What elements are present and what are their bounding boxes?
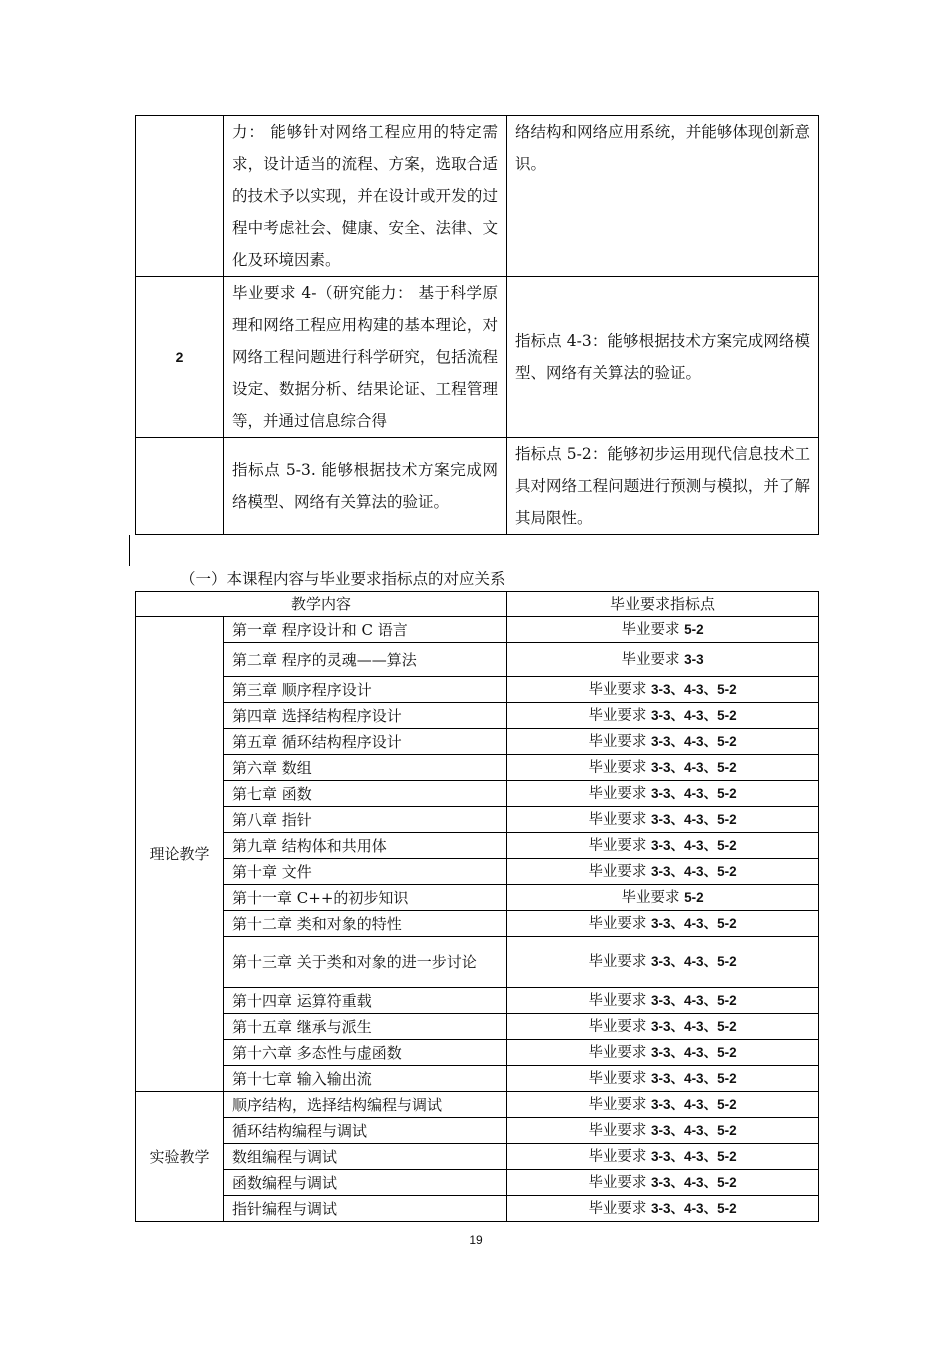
table-row [136, 859, 819, 885]
indicator-codes: 3-3、4-3、5-2 [651, 1200, 737, 1216]
mapping-table-body [136, 592, 819, 1222]
indicator-cell [507, 755, 819, 781]
indicator-cell [507, 781, 819, 807]
table-row [136, 703, 819, 729]
theory-category-label: 理论教学 [136, 617, 224, 1092]
table-row [136, 1040, 819, 1066]
indicator-cell [507, 1196, 819, 1222]
indicator-codes: 3-3、4-3、5-2 [651, 837, 737, 853]
indicator-cell [507, 807, 819, 833]
indicator-codes: 3-3、4-3、5-2 [651, 785, 737, 801]
indicator-prefix: 毕业要求 [588, 992, 652, 1009]
indicator-prefix: 毕业要求 [588, 733, 652, 750]
indicator-codes: 3-3、4-3、5-2 [651, 1018, 737, 1034]
indicator-cell [507, 937, 819, 988]
indicator-codes: 5-2 [684, 621, 704, 637]
content-cell: 第八章 指针 [224, 807, 507, 833]
table-row [136, 988, 819, 1014]
indicator-cell [507, 1170, 819, 1196]
indicator-prefix: 毕业要求 [588, 1096, 652, 1113]
indicator-prefix: 毕业要求 [588, 837, 652, 854]
mapping-table [135, 591, 819, 1222]
indicator-cell [507, 1040, 819, 1066]
content-cell: 第九章 结构体和共用体 [224, 833, 507, 859]
indicator-codes: 3-3 [684, 651, 704, 667]
indicator-cell: 络结构和网络应用系统，并能够体现创新意识。 [507, 116, 819, 277]
indicator-codes: 3-3、4-3、5-2 [651, 733, 737, 749]
table-row [136, 833, 819, 859]
requirement-cell: 毕业要求 4-（研究能力： 基于科学原理和网络工程应用构建的基本理论，对网络工程问题进行科学研究，包括流程设定、数据分析、结果论证、工程管理等，并通过信息综合得 [224, 277, 507, 438]
table-row [136, 617, 819, 643]
indicator-cell: 指标点 5-2：能够初步运用现代信息技术工具对网络工程问题进行预测与模拟，并了解其局限性。 [507, 438, 819, 535]
indicator-codes: 3-3、4-3、5-2 [651, 992, 737, 1008]
indicator-cell [507, 703, 819, 729]
indicator-cell [507, 617, 819, 643]
indicator-codes: 3-3、4-3、5-2 [651, 1096, 737, 1112]
indicator-prefix: 毕业要求 [588, 954, 652, 970]
section-heading: （一）本课程内容与毕业要求指标点的对应关系 [180, 570, 506, 588]
indicator-cell: 指标点 4-3：能够根据技术方案完成网络模型、网络有关算法的验证。 [507, 277, 819, 438]
indicator-prefix: 毕业要求 [588, 1018, 652, 1035]
indicator-codes: 3-3、4-3、5-2 [651, 759, 737, 775]
indicator-cell [507, 677, 819, 703]
table-row [136, 116, 819, 277]
header-row [136, 592, 819, 617]
indicator-cell [507, 1092, 819, 1118]
content-cell: 第四章 选择结构程序设计 [224, 703, 507, 729]
content-cell: 数组编程与调试 [224, 1144, 507, 1170]
indicator-prefix: 毕业要求 [588, 1044, 652, 1061]
header-content: 教学内容 [136, 592, 507, 617]
content-cell: 第五章 循环结构程序设计 [224, 729, 507, 755]
table-row [136, 677, 819, 703]
indicator-codes: 3-3、4-3、5-2 [651, 954, 737, 969]
indicator-cell [507, 885, 819, 911]
indicator-cell [507, 1144, 819, 1170]
table-row [136, 1092, 819, 1118]
indicator-prefix: 毕业要求 [588, 811, 652, 828]
indicator-codes: 3-3、4-3、5-2 [651, 681, 737, 697]
indicator-prefix: 毕业要求 [588, 759, 652, 776]
indicator-codes: 3-3、4-3、5-2 [651, 707, 737, 723]
indicator-cell [507, 833, 819, 859]
content-cell: 第十章 文件 [224, 859, 507, 885]
indicator-codes: 3-3、4-3、5-2 [651, 1148, 737, 1164]
content-cell: 指针编程与调试 [224, 1196, 507, 1222]
content-cell: 第六章 数组 [224, 755, 507, 781]
indicator-prefix: 毕业要求 [588, 1200, 652, 1217]
indicator-codes: 3-3、4-3、5-2 [651, 1122, 737, 1138]
indicator-codes: 3-3、4-3、5-2 [651, 863, 737, 879]
table-row [136, 438, 819, 535]
table-row [136, 1066, 819, 1092]
header-indicator: 毕业要求指标点 [507, 592, 819, 617]
indicator-prefix: 毕业要求 [588, 1148, 652, 1165]
indicator-cell [507, 859, 819, 885]
table-row [136, 1196, 819, 1222]
indicator-codes: 3-3、4-3、5-2 [651, 1174, 737, 1190]
indicator-prefix: 毕业要求 [621, 651, 685, 668]
table-row [136, 277, 819, 438]
indicator-codes: 3-3、4-3、5-2 [651, 915, 737, 931]
content-cell: 第七章 函数 [224, 781, 507, 807]
content-cell: 第十二章 类和对象的特性 [224, 911, 507, 937]
indicator-codes: 5-2 [684, 889, 704, 905]
indicator-codes: 3-3、4-3、5-2 [651, 811, 737, 827]
table-row [136, 885, 819, 911]
indicator-prefix: 毕业要求 [588, 681, 652, 698]
content-cell: 第十六章 多态性与虚函数 [224, 1040, 507, 1066]
page-number: 19 [469, 1233, 483, 1247]
indicator-cell [507, 643, 819, 677]
text-cursor [129, 535, 130, 566]
content-cell: 函数编程与调试 [224, 1170, 507, 1196]
indicator-cell [507, 1014, 819, 1040]
indicator-codes: 3-3、4-3、5-2 [651, 1044, 737, 1060]
content-cell: 第十一章 C++的初步知识 [224, 885, 507, 911]
table-row [136, 781, 819, 807]
indicator-prefix: 毕业要求 [588, 915, 652, 932]
requirement-cell: 力： 能够针对网络工程应用的特定需求，设计适当的流程、方案，选取合适的技术予以实现，并在设计或开发的过程中考虑社会、健康、安全、法律、文化及环境因素。 [224, 116, 507, 277]
indicator-cell [507, 988, 819, 1014]
row-number: 2 [136, 277, 224, 438]
indicator-prefix: 毕业要求 [588, 863, 652, 880]
indicator-cell [507, 1118, 819, 1144]
indicator-prefix: 毕业要求 [588, 1174, 652, 1191]
requirement-cell: 指标点 5-3. 能够根据技术方案完成网络模型、网络有关算法的验证。 [224, 438, 507, 535]
content-cell: 第十三章 关于类和对象的进一步讨论 [224, 937, 507, 988]
content-cell: 顺序结构，选择结构编程与调试 [224, 1092, 507, 1118]
indicator-prefix: 毕业要求 [588, 707, 652, 724]
lab-category-label: 实验教学 [136, 1092, 224, 1222]
indicator-cell [507, 1066, 819, 1092]
table-row [136, 1170, 819, 1196]
indicator-prefix: 毕业要求 [588, 1122, 652, 1139]
indicator-prefix: 毕业要求 [621, 889, 685, 906]
content-cell: 循环结构编程与调试 [224, 1118, 507, 1144]
indicator-prefix: 毕业要求 [621, 621, 685, 638]
content-cell: 第十四章 运算符重载 [224, 988, 507, 1014]
table-row [136, 729, 819, 755]
content-cell: 第三章 顺序程序设计 [224, 677, 507, 703]
empty-cell [136, 438, 224, 535]
indicator-cell [507, 911, 819, 937]
table-row [136, 1144, 819, 1170]
table-row [136, 937, 819, 988]
content-cell: 第十五章 继承与派生 [224, 1014, 507, 1040]
indicator-codes: 3-3、4-3、5-2 [651, 1070, 737, 1086]
table-row [136, 755, 819, 781]
table-row [136, 807, 819, 833]
indicator-prefix: 毕业要求 [588, 785, 652, 802]
requirements-table [135, 115, 819, 535]
indicator-cell [507, 729, 819, 755]
indicator-prefix: 毕业要求 [588, 1070, 652, 1087]
row-number [136, 116, 224, 277]
content-cell: 第一章 程序设计和 C 语言 [224, 617, 507, 643]
table-row [136, 1014, 819, 1040]
table-row [136, 643, 819, 677]
table-row [136, 911, 819, 937]
content-cell: 第二章 程序的灵魂——算法 [224, 643, 507, 677]
table-row [136, 1118, 819, 1144]
content-cell: 第十七章 输入输出流 [224, 1066, 507, 1092]
